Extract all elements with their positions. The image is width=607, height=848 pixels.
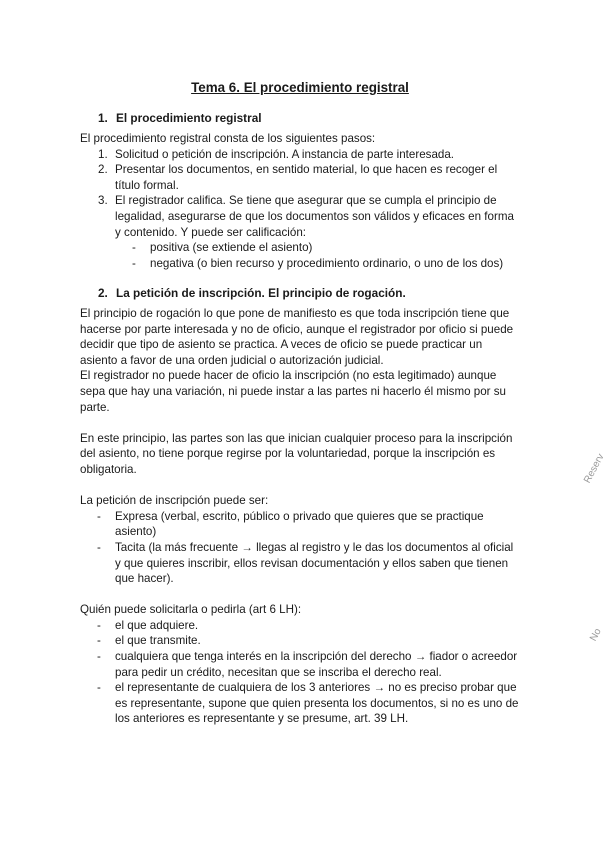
section-1-intro: El procedimiento registral consta de los siguientes pasos:: [80, 132, 376, 145]
steps-list: [80, 147, 520, 241]
tipos-list: [80, 509, 520, 587]
list-item: - el que transmite.: [80, 633, 520, 649]
section-1-heading-text: El procedimiento registral: [116, 111, 262, 125]
list-item: - el representante de cualquiera de los 3 anteriores → no es preciso probar que es representante, supone que quien presenta los documentos, si no es uno de los anteriores es representante y se presume, art. 39 LH.: [80, 680, 520, 727]
calificacion-list: [80, 240, 520, 271]
spacer: [80, 478, 520, 494]
list-item: [80, 147, 520, 163]
list-item: - el que adquiere.: [80, 618, 520, 634]
paragraph: En este principio, las partes son las que inician cualquier proceso para la inscripción del asiento, no tiene porque regirse por la voluntariedad, porque la inscripción es obligatoria.: [80, 431, 513, 476]
section-1-heading: [80, 111, 520, 127]
step-number: 1.: [98, 147, 108, 161]
step-text: Solicitud o petición de inscripción. A instancia de parte interesada.: [115, 147, 455, 161]
list-item: - cualquiera que tenga interés en la inscripción del derecho → fiador o acreedor para pedir un crédito, necesitan que se inscriba el derecho real.: [80, 649, 520, 680]
section-2-heading: [80, 286, 520, 302]
step-text: Presentar los documentos, en sentido material, lo que hacen es recoger el título formal.: [115, 163, 498, 192]
tipos-intro: La petición de inscripción puede ser:: [80, 494, 269, 508]
spacer: [80, 415, 520, 431]
section-2-body: [80, 306, 520, 727]
section-1: [80, 111, 520, 127]
step-number: 2.: [98, 163, 108, 177]
list-item: - negativa (o bien recurso y procedimiento ordinario, o uno de los dos): [80, 256, 520, 272]
page-title: Tema 6. El procedimiento registral: [191, 80, 409, 95]
spacer: [80, 587, 520, 603]
watermark-text: Reserv: [582, 452, 607, 486]
list-item: [80, 193, 520, 240]
step-number: 3.: [98, 194, 108, 208]
step-text: El registrador califica. Se tiene que asegurar que se cumpla el principio de legalidad, asegurarse de que los documentos son válidos y eficaces en forma y contenido. Y puede ser calificación:: [115, 194, 514, 239]
list-item: - Tacita (la más frecuente → llegas al registro y le das los documentos al oficial y que quieres inscribir, ellos revisan documentación y ellos saben que tienen que hacer).: [80, 540, 520, 587]
section-1-body: [80, 131, 520, 271]
paragraph: El registrador no puede hacer de oficio la inscripción (no esta legitimado) aunque sepa que hay una variación, ni puede instar a las partes ni hacerlo él mismo por su parte.: [80, 369, 506, 414]
section-2: [80, 286, 520, 302]
section-2-number: 2.: [98, 286, 108, 300]
section-2-heading-text: La petición de inscripción. El principio de rogación.: [116, 286, 406, 300]
watermark-text: No: [588, 626, 604, 644]
paragraph: El principio de rogación lo que pone de manifiesto es que toda inscripción tiene que hacerse por parte interesada y no de oficio, aunque el registrador por oficio si puede decidir que tipo de asiento se practica. A veces de oficio se puede practicar un asiento a favor de una orden judicial o autorización judicial.: [80, 307, 514, 367]
list-item: - positiva (se extiende el asiento): [80, 240, 520, 256]
list-item: [80, 162, 520, 193]
list-item: - Expresa (verbal, escrito, público o privado que quieres que se practique asiento): [80, 509, 520, 540]
section-1-number: 1.: [98, 111, 108, 125]
quien-list: [80, 618, 520, 727]
quien-intro: Quién puede solicitarla o pedirla (art 6 LH):: [80, 603, 302, 617]
